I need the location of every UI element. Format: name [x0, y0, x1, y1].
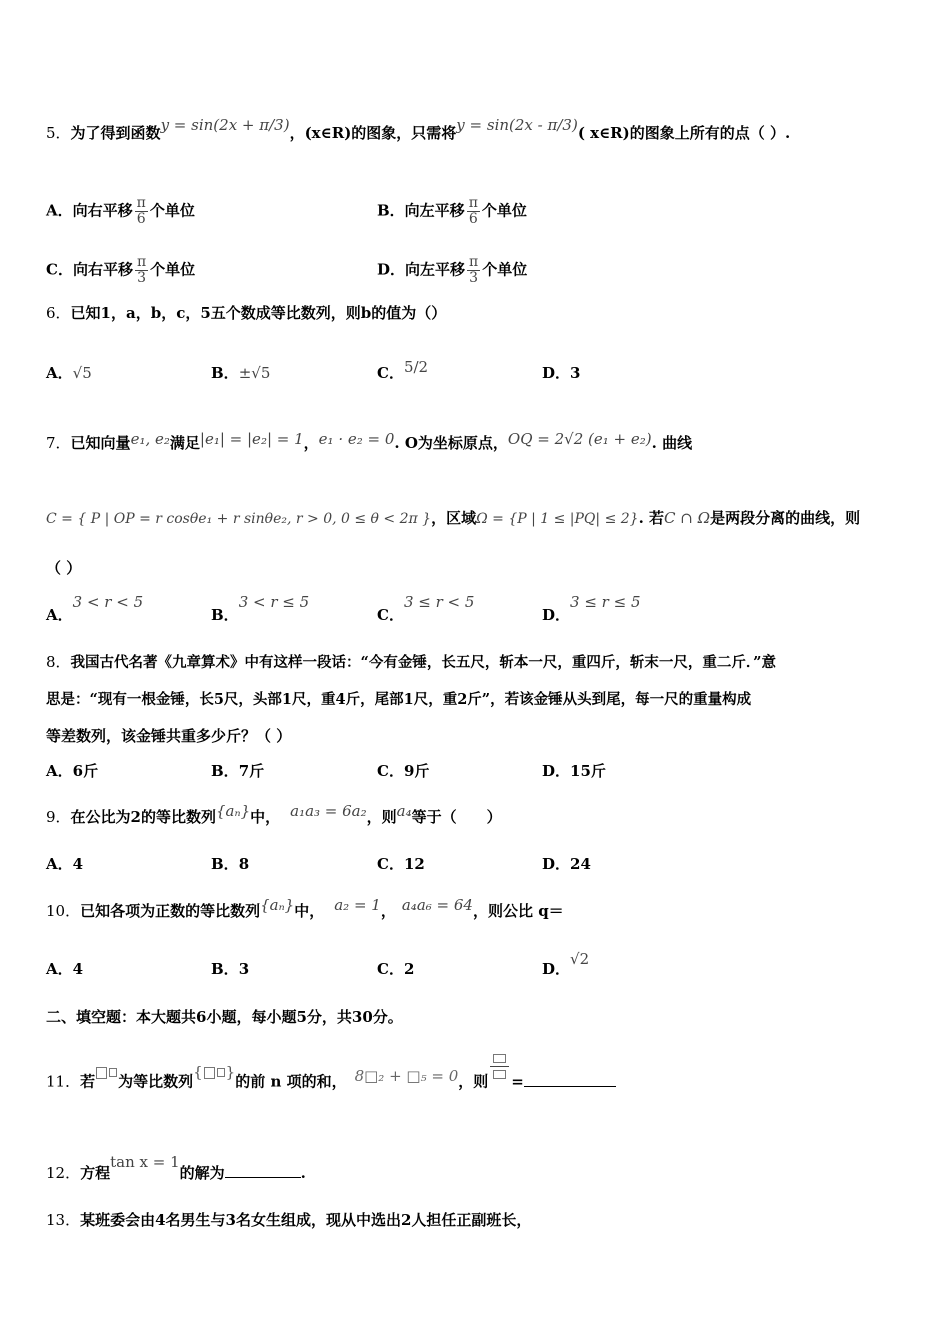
option-c[interactable]: C．9斤 — [377, 762, 430, 780]
option-b[interactable]: B．8 — [211, 855, 250, 873]
option-d[interactable]: D．向左平移 $\frac{\pi}{3}$ 个单位 — [377, 254, 528, 286]
option-d[interactable]: D．√2 — [542, 950, 590, 978]
option-b[interactable]: B．7斤 — [211, 762, 265, 780]
option-b[interactable]: B．3 < r ≤ 5 — [211, 593, 310, 624]
option-c[interactable]: C．3 ≤ r < 5 — [377, 593, 475, 624]
formula: {aₙ} — [260, 896, 295, 914]
question-8: 8．我国古代名著《九章算术》中有这样一段话：“今有金锤，长五尺，斩本一尺，重四斤，斩末一尺，重二斤．”意 — [46, 653, 776, 671]
formula: {aₙ} — [216, 802, 251, 820]
question-13: 13．某班委会由4名男生与3名女生组成，现从中选出2人担任正副班长， — [46, 1211, 532, 1229]
question-8-line3: 等差数列，该金锤共重多少斤？（ ） — [46, 727, 292, 745]
question-5 — [46, 116, 910, 144]
question-text: 已知1，a，b，c，5五个数成等比数列，则b的值为（） — [70, 304, 447, 322]
option-d[interactable]: D．24 — [542, 855, 591, 873]
section-heading: 二、填空题：本大题共6小题，每小题5分，共30分。 — [46, 1008, 403, 1026]
option-a[interactable]: A．4 — [46, 960, 84, 978]
answer-blank[interactable] — [225, 1163, 301, 1178]
missing-formula-icon: { } — [193, 1062, 236, 1081]
question-12: 12．方程tan x = 1的解为 . — [46, 1153, 306, 1182]
missing-fraction-icon — [490, 1051, 509, 1082]
question-7-line2: C = { P | OP = r cosθe₁ + r sinθe₂, r > 0, 0 ≤ θ < 2π }，区域Ω = {P | 1 ≤ |PQ| ≤ 2}. 若C ∩ Ω是两段分离的曲线，则 — [46, 509, 861, 527]
question-6 — [46, 302, 910, 324]
option-b[interactable]: B．向左平移 $\frac{\pi}{6}$ 个单位 — [377, 195, 527, 227]
question-7-paren: （ ） — [46, 559, 82, 577]
formula: C ∩ Ω — [664, 509, 711, 527]
question-text: 为了得到函数 — [70, 124, 161, 142]
fraction: $\frac{\pi}{6}$ — [136, 195, 146, 227]
formula: e₁ · e₂ = 0 — [318, 430, 395, 448]
fraction: $\frac{\pi}{6}$ — [468, 195, 478, 227]
question-number: 10． — [46, 902, 81, 920]
question-10: 10．已知各项为正数的等比数列{aₙ}中， a₂ = 1， a₄a₆ = 64，则公比 q＝ — [46, 896, 564, 920]
option-d[interactable]: D．3 ≤ r ≤ 5 — [542, 593, 641, 624]
question-9: 9．在公比为2的等比数列{aₙ}中， a₁a₃ = 6a₂，则a₄等于（ ） — [46, 802, 502, 826]
formula: |e₁| = |e₂| = 1 — [199, 430, 304, 448]
question-number: 11． — [46, 1072, 81, 1091]
option-a[interactable]: A．6斤 — [46, 762, 99, 780]
question-number: 8． — [46, 653, 71, 671]
formula: Ω = {P | 1 ≤ |PQ| ≤ 2} — [476, 511, 639, 527]
formula: y = sin(2x - π/3) — [456, 116, 578, 134]
question-8-line2: 思是：“现有一根金锤，长5尺，头部1尺，重4斤，尾部1尺，重2斤”，若该金锤从头到尾，每一尺的重量构成 — [46, 691, 752, 708]
formula: C = { P | OP = r cosθe₁ + r sinθe₂, r > 0, 0 ≤ θ < 2π } — [46, 511, 432, 527]
option-a[interactable]: A．3 < r < 5 — [46, 593, 144, 624]
fraction: $\frac{\pi}{3}$ — [469, 254, 479, 286]
option-d[interactable]: D．3 — [542, 364, 581, 382]
missing-formula-icon — [95, 1063, 118, 1081]
question-number: 9． — [46, 808, 71, 826]
fraction: $\frac{\pi}{3}$ — [136, 254, 147, 286]
formula: a₄a₆ = 64 — [401, 896, 473, 914]
question-11: 11．若 为等比数列{ }的前 n 项的和， 8□₂ + □₅ = 0，则 = — [46, 1067, 910, 1098]
option-c[interactable]: C．向右平移 $\frac{\pi}{3}$ 个单位 — [46, 254, 196, 286]
formula: e₁, e₂ — [130, 430, 170, 448]
option-b[interactable]: B．±√5 — [211, 364, 271, 382]
formula: OQ = 2√2 (e₁ + e₂) — [507, 430, 652, 448]
question-text: ( x∈R)的图象上所有的点（ ）. — [577, 124, 791, 142]
question-number: 13． — [46, 1211, 81, 1229]
option-a[interactable]: A．向右平移 $\frac{\pi}{6}$ 个单位 — [46, 195, 195, 227]
answer-blank[interactable] — [524, 1072, 616, 1087]
formula: a₂ = 1 — [334, 896, 381, 914]
option-b[interactable]: B．3 — [211, 960, 250, 978]
question-number: 12． — [46, 1164, 81, 1182]
formula: a₁a₃ = 6a₂ — [290, 802, 367, 820]
question-text: ，(x∈R)的图象，只需将 — [289, 124, 457, 142]
formula: 8□₂ + □₅ = 0 — [354, 1066, 459, 1085]
option-c[interactable]: C．12 — [377, 855, 425, 873]
question-number: 6． — [46, 304, 71, 322]
option-c[interactable]: C．5/2 — [377, 358, 429, 382]
question-number: 5． — [46, 124, 71, 142]
option-a[interactable]: A．4 — [46, 855, 84, 873]
option-c[interactable]: C．2 — [377, 960, 415, 978]
formula: tan x = 1 — [110, 1153, 180, 1171]
formula: a₄ — [396, 802, 412, 820]
question-number: 7． — [46, 434, 71, 452]
option-a[interactable]: A．√5 — [46, 364, 92, 382]
question-7: 7．已知向量e₁, e₂满足|e₁| = |e₂| = 1，e₁ · e₂ = 0. O为坐标原点，OQ = 2√2 (e₁ + e₂). 曲线 — [46, 430, 693, 452]
formula: y = sin(2x + π/3) — [160, 116, 290, 134]
option-d[interactable]: D．15斤 — [542, 762, 606, 780]
